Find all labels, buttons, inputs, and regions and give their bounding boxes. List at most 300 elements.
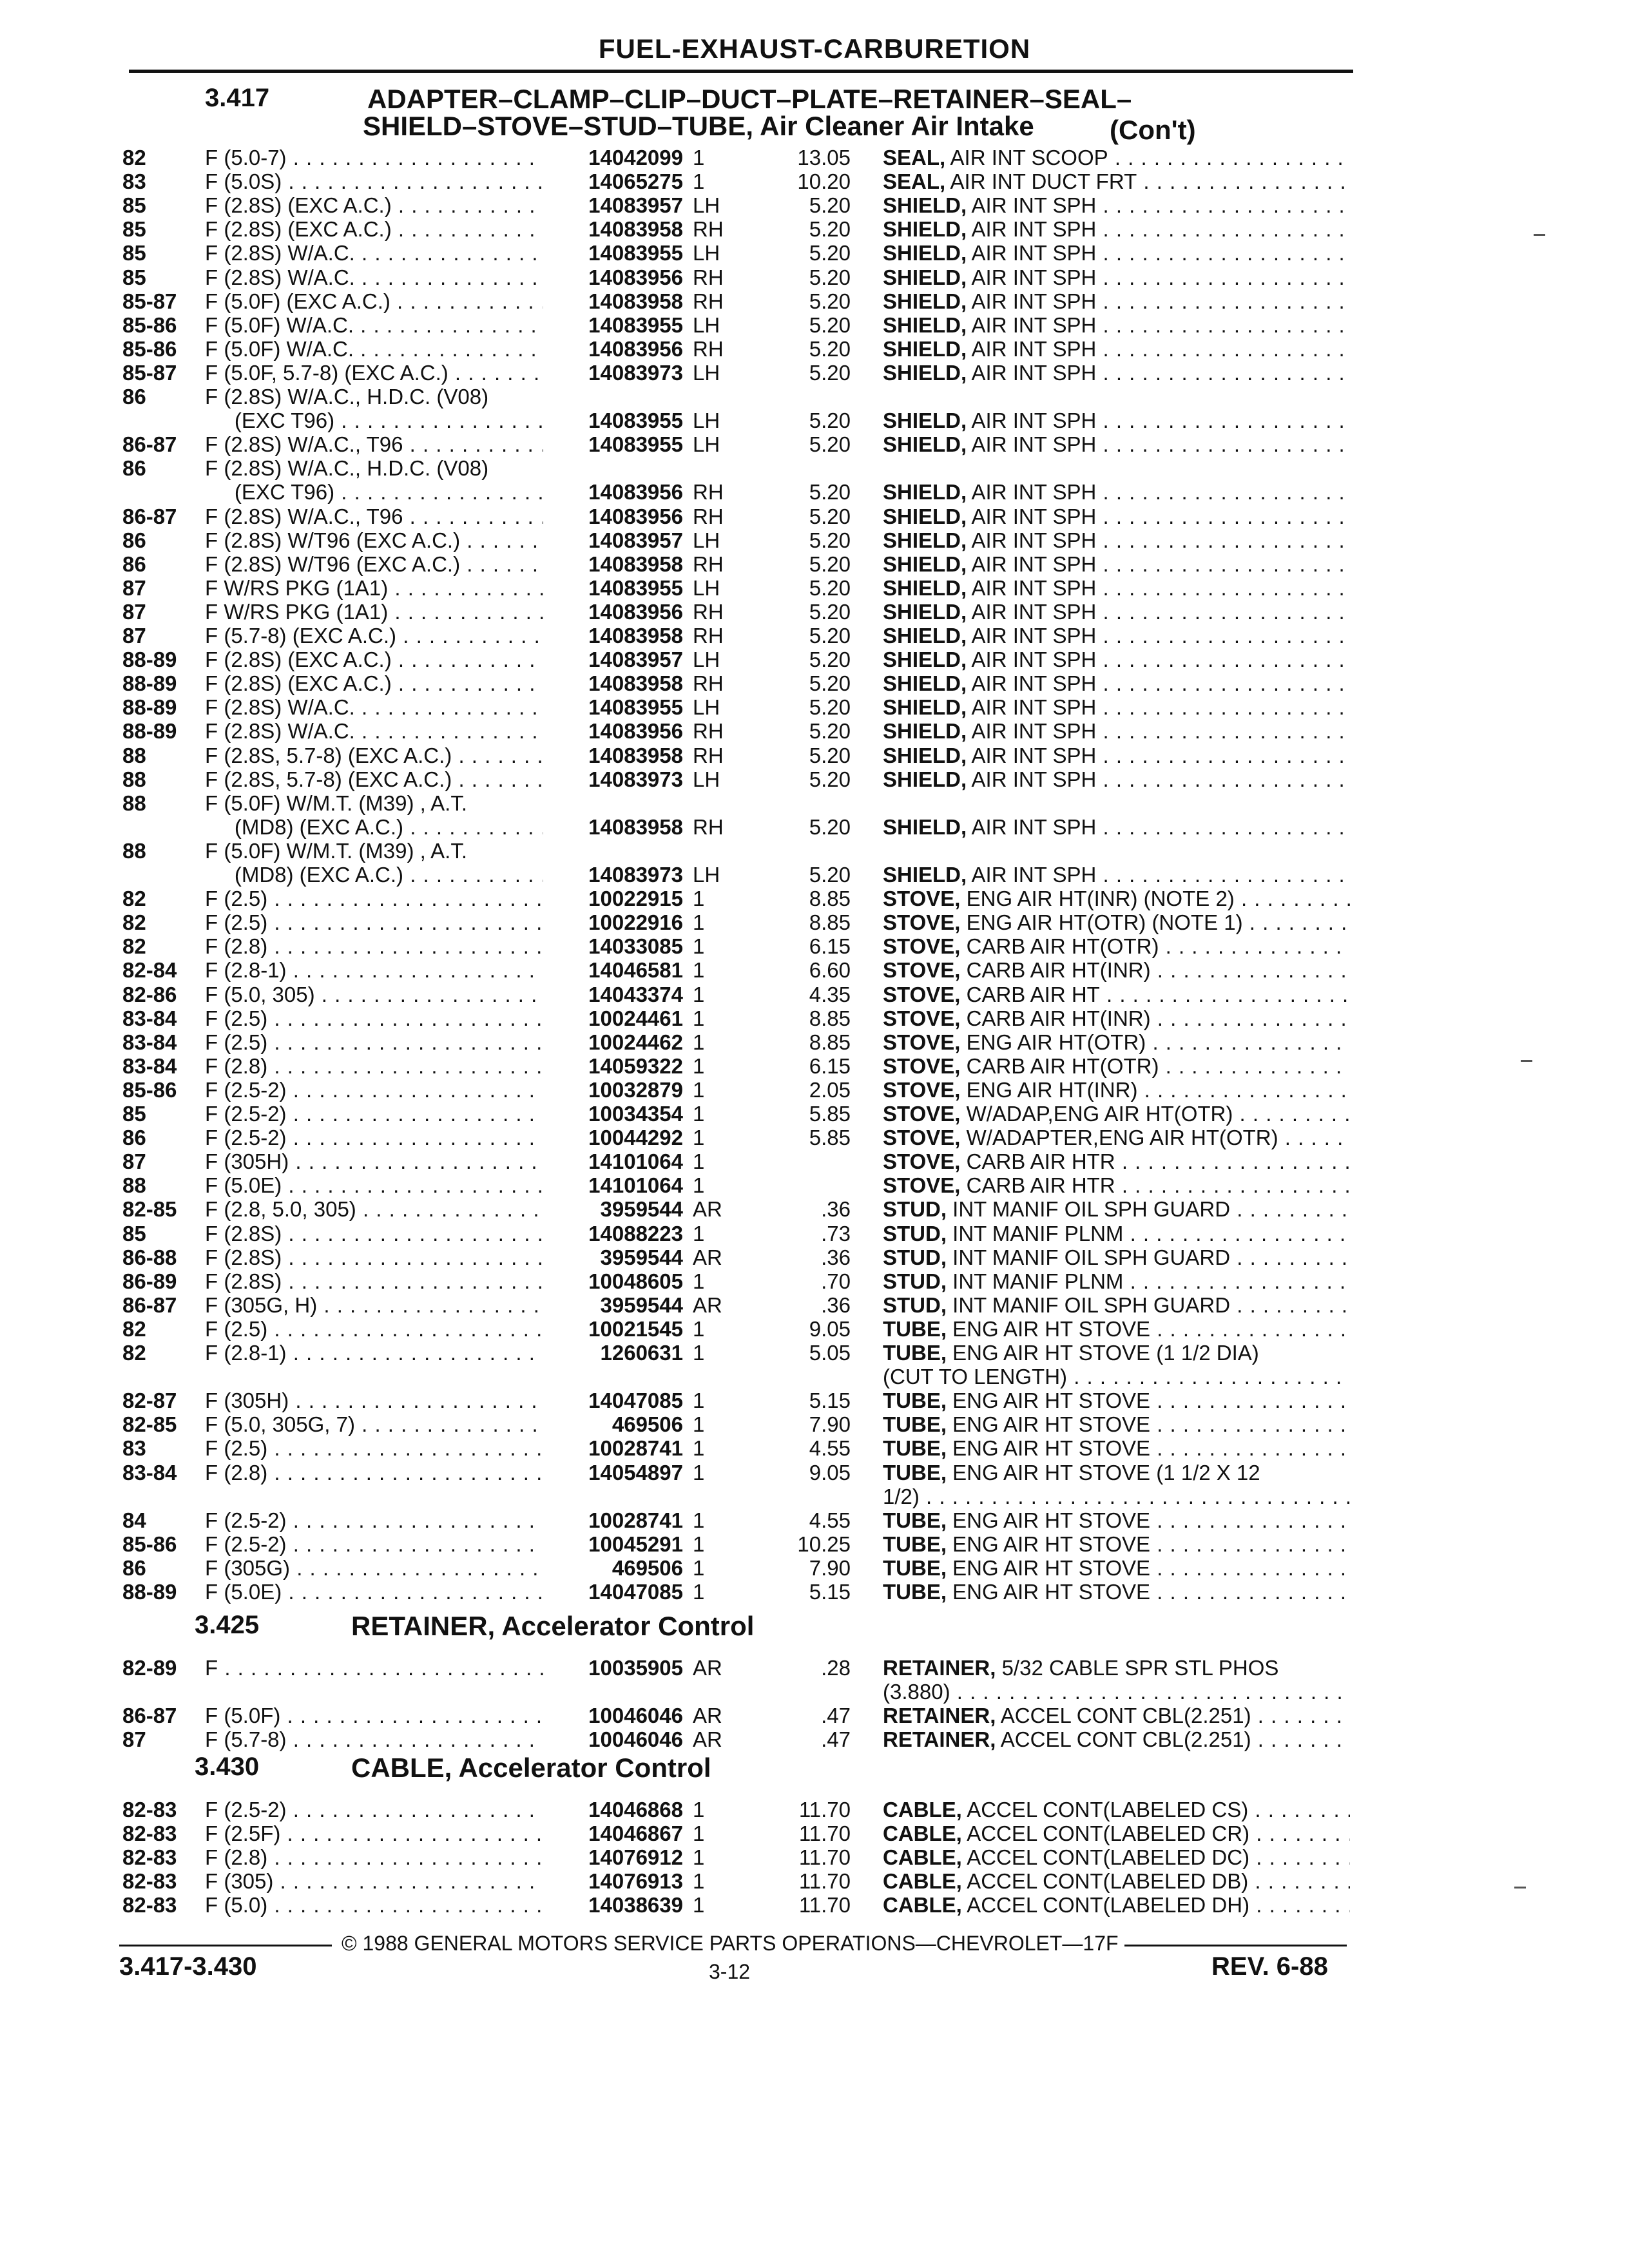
part-number-cell: 14083955: [588, 241, 683, 265]
quantity-cell: 1: [693, 1389, 705, 1413]
model-cell: F (5.0F) W/M.T. (M39) , A.T.: [205, 791, 468, 815]
quantity-cell: AR: [693, 1704, 722, 1727]
part-number-cell: 14033085: [588, 934, 683, 959]
quantity-cell: 1: [693, 1149, 705, 1174]
part-number-cell: 14083955: [588, 575, 683, 600]
table-row: [0, 1704, 1629, 1728]
part-number-cell: 1260631: [600, 1341, 683, 1365]
model-cell: F (2.5-2) . . .: [205, 1508, 543, 1533]
quantity-cell: 1: [693, 958, 705, 983]
page-number: 3-12: [709, 1960, 751, 1983]
quantity-cell: 1: [693, 982, 705, 1006]
year-cell: 86-89: [122, 1269, 177, 1293]
table-row: [0, 1149, 1629, 1174]
description-cell: [883, 1869, 1350, 1894]
year-cell: 86-87: [122, 432, 177, 457]
year-cell: 87: [122, 624, 146, 648]
description-cell: [883, 1293, 1350, 1318]
table-row: [0, 1680, 1629, 1704]
table-row: [0, 624, 1629, 648]
year-cell: 86: [122, 385, 146, 408]
description-cell: [883, 648, 1350, 672]
part-number-cell: 14083957: [588, 193, 683, 218]
description-text: ACCEL CONT(LABELED DB) . . .: [967, 1869, 1350, 1893]
year-cell: 86: [122, 1126, 146, 1150]
price-cell: 8.85: [809, 1006, 851, 1030]
quantity-cell: 1: [693, 1532, 705, 1556]
description-category: SHIELD,: [883, 289, 967, 313]
description-text: ENG AIR HT STOVE . . .: [952, 1389, 1350, 1412]
description-category: STOVE,: [883, 1173, 961, 1198]
model-cell: F . . .: [205, 1656, 543, 1680]
model-cell: F (5.7-8) . . .: [205, 1727, 543, 1752]
quantity-cell: 1: [693, 1412, 705, 1437]
description-category: TUBE,: [883, 1436, 947, 1461]
description-category: SHIELD,: [883, 241, 967, 265]
table-row: [0, 1727, 1629, 1752]
part-number-cell: 14083958: [588, 552, 683, 576]
table-row: [0, 1580, 1629, 1604]
model-cell: F (5.0, 305) . . .: [205, 983, 543, 1007]
table-row: [0, 1412, 1629, 1437]
model-cell: F (2.8S) W/A.C. . . .: [205, 241, 543, 265]
quantity-cell: RH: [693, 814, 724, 839]
table-row: [0, 576, 1629, 601]
price-cell: 4.55: [809, 1508, 851, 1532]
quantity-cell: RH: [693, 217, 724, 242]
model-cell: F (2.8S) W/T96 (EXC A.C.) . . .: [205, 552, 543, 577]
year-cell: 85-87: [122, 360, 177, 385]
part-number-cell: 14065275: [588, 169, 683, 194]
price-cell: 5.20: [809, 312, 851, 337]
year-cell: 85-87: [122, 289, 177, 313]
description-category: TUBE,: [883, 1389, 947, 1413]
model-cell: F (2.8S) . . .: [205, 1269, 543, 1294]
price-cell: 5.20: [809, 336, 851, 361]
model-cell: (EXC T96) . . .: [205, 408, 543, 433]
description-cell: [883, 1173, 1350, 1198]
description-cell: [883, 432, 1350, 457]
quantity-cell: 1: [693, 1126, 705, 1150]
part-number-cell: 14042099: [588, 146, 683, 169]
table-row: [0, 408, 1629, 433]
year-cell: 88-89: [122, 719, 177, 744]
price-cell: 5.20: [809, 193, 851, 218]
price-cell: .36: [821, 1245, 851, 1269]
price-cell: 5.20: [809, 863, 851, 887]
description-cell: [883, 1821, 1350, 1846]
description-text: CARB AIR HT(INR) . . .: [967, 958, 1350, 982]
description-text: AIR INT SPH . . .: [972, 241, 1350, 265]
price-cell: 5.20: [809, 408, 851, 433]
quantity-cell: 1: [693, 1077, 705, 1102]
quantity-cell: RH: [693, 289, 724, 313]
description-category: SHIELD,: [883, 552, 967, 576]
model-cell: F (2.8S) W/A.C. . . .: [205, 719, 543, 744]
quantity-cell: 1: [693, 1869, 705, 1893]
table-row: [0, 1821, 1629, 1846]
part-number-cell: 14083956: [588, 599, 683, 624]
description-cell: [883, 289, 1350, 314]
table-row: [0, 863, 1629, 887]
quantity-cell: 1: [693, 1221, 705, 1245]
year-cell: 82-83: [122, 1798, 177, 1821]
model-cell: F (2.8S) W/A.C., H.D.C. (V08): [205, 385, 489, 408]
quantity-cell: RH: [693, 719, 724, 744]
price-cell: 11.70: [798, 1798, 851, 1821]
description-category: TUBE,: [883, 1580, 947, 1604]
description-text: ENG AIR HT(INR) . . .: [967, 1078, 1350, 1102]
description-category: TUBE,: [883, 1316, 947, 1341]
part-number-cell: 14083955: [588, 695, 683, 720]
price-cell: 6.60: [809, 958, 851, 983]
description-category: SHIELD,: [883, 863, 967, 887]
price-cell: 5.20: [809, 360, 851, 385]
quantity-cell: AR: [693, 1245, 722, 1269]
description-category: STOVE,: [883, 910, 961, 935]
year-cell: 88-89: [122, 648, 177, 672]
description-cell: [883, 217, 1350, 242]
price-cell: 5.85: [809, 1126, 851, 1150]
description-cell: [883, 1222, 1350, 1246]
description-category: TUBE,: [883, 1532, 947, 1556]
section-title-430: CABLE, Accelerator Control: [351, 1753, 711, 1783]
description-category: SHIELD,: [883, 432, 967, 457]
price-cell: 11.70: [798, 1845, 851, 1869]
description-category: SHIELD,: [883, 767, 967, 791]
table-row: [0, 671, 1629, 696]
model-cell: F (305H) . . .: [205, 1149, 543, 1174]
description-cell: [883, 1365, 1350, 1389]
part-number-cell: 3959544: [600, 1197, 683, 1222]
model-cell: F (5.0F) W/A.C. . . .: [205, 313, 543, 338]
table-row: [0, 887, 1629, 911]
price-cell: .28: [821, 1656, 851, 1680]
description-text: AIR INT DUCT FRT . . .: [950, 169, 1350, 193]
description-cell: [883, 1245, 1350, 1270]
description-text: CARB AIR HTR . . .: [967, 1149, 1350, 1173]
table-row: [0, 505, 1629, 529]
table-row: [0, 480, 1629, 505]
table-row: [0, 146, 1629, 170]
price-cell: 5.15: [809, 1580, 851, 1604]
model-cell: F (2.8S) W/A.C., H.D.C. (V08): [205, 456, 489, 481]
table-row: [0, 241, 1629, 265]
table-row: [0, 815, 1629, 840]
part-number-cell: 14101064: [588, 1149, 683, 1174]
description-cell: [883, 1102, 1350, 1126]
model-cell: F (305G, H) . . .: [205, 1293, 543, 1318]
part-number-cell: 14083955: [588, 312, 683, 337]
description-cell: [883, 671, 1350, 696]
table-row: [0, 1436, 1629, 1461]
description-text: ENG AIR HT STOVE . . .: [952, 1317, 1350, 1341]
page-title: FUEL-EXHAUST-CARBURETION: [598, 34, 1031, 64]
part-number-cell: 3959544: [600, 1245, 683, 1269]
price-cell: .36: [821, 1197, 851, 1222]
description-cell: [883, 815, 1350, 840]
description-category: SHIELD,: [883, 336, 967, 361]
model-cell: F (305H) . . .: [205, 1389, 543, 1413]
description-cell: [883, 528, 1350, 553]
description-text: INT MANIF OIL SPH GUARD . . .: [952, 1245, 1350, 1269]
description-cell: [883, 1197, 1350, 1222]
price-cell: 5.20: [809, 217, 851, 242]
table-row: [0, 1102, 1629, 1126]
table-row: [0, 695, 1629, 720]
description-cell: [883, 767, 1350, 792]
model-cell: F (5.0S) . . .: [205, 169, 543, 194]
table-row: [0, 1006, 1629, 1031]
description-text: AIR INT SCOOP . . .: [950, 146, 1350, 169]
price-cell: 5.20: [809, 265, 851, 289]
year-cell: 82-84: [122, 958, 177, 983]
part-number-cell: 14083957: [588, 528, 683, 552]
description-category: SHIELD,: [883, 743, 967, 767]
price-cell: .73: [821, 1221, 851, 1245]
description-category: STOVE,: [883, 1077, 961, 1102]
model-cell: F (5.0F) W/A.C. . . .: [205, 337, 543, 361]
year-cell: 83-84: [122, 1053, 177, 1078]
description-category: SHIELD,: [883, 695, 967, 720]
description-text: AIR INT SPH . . .: [972, 648, 1350, 671]
description-cell: [883, 169, 1350, 194]
table-row: [0, 337, 1629, 361]
model-cell: F (2.8) . . .: [205, 934, 543, 959]
price-cell: 11.70: [798, 1893, 851, 1917]
year-cell: 82-83: [122, 1845, 177, 1869]
table-row: [0, 1341, 1629, 1365]
description-text: AIR INT SPH . . .: [972, 505, 1350, 528]
year-cell: 88-89: [122, 671, 177, 696]
footer-rule-left: [119, 1945, 332, 1946]
price-cell: 11.70: [798, 1821, 851, 1845]
model-cell: F (2.8S) (EXC A.C.) . . .: [205, 217, 543, 242]
part-number-cell: 14083973: [588, 360, 683, 385]
quantity-cell: AR: [693, 1293, 722, 1317]
description-category: STOVE,: [883, 1030, 961, 1054]
description-category: SHIELD,: [883, 312, 967, 337]
price-cell: 4.55: [809, 1436, 851, 1461]
year-cell: 84: [122, 1508, 146, 1532]
quantity-cell: RH: [693, 671, 724, 696]
price-cell: 5.20: [809, 432, 851, 457]
price-cell: 8.85: [809, 887, 851, 911]
part-number-cell: 14083955: [588, 408, 683, 433]
quantity-cell: RH: [693, 743, 724, 767]
description-cell: [883, 576, 1350, 601]
year-cell: 88: [122, 1173, 146, 1198]
quantity-cell: 1: [693, 146, 705, 169]
part-number-cell: 10035905: [588, 1656, 683, 1680]
quantity-cell: LH: [693, 695, 720, 720]
revision-label: REV. 6-88: [1211, 1952, 1328, 1981]
description-cell: [883, 1727, 1350, 1752]
price-cell: 10.25: [797, 1532, 851, 1556]
table-row: [0, 719, 1629, 744]
price-cell: 5.20: [809, 624, 851, 648]
description-category: TUBE,: [883, 1508, 947, 1532]
description-cell: [883, 1556, 1350, 1581]
description-text: ENG AIR HT STOVE . . .: [952, 1412, 1350, 1436]
quantity-cell: 1: [693, 1580, 705, 1604]
price-cell: 5.20: [809, 814, 851, 839]
quantity-cell: LH: [693, 193, 720, 218]
description-cell: [883, 1412, 1350, 1437]
model-cell: F (2.8-1) . . .: [205, 1341, 543, 1365]
part-number-cell: 10022916: [588, 910, 683, 935]
price-cell: 13.05: [797, 146, 851, 169]
model-cell: F (2.8S) W/A.C., T96 . . .: [205, 432, 543, 457]
table-row: [0, 744, 1629, 768]
price-cell: 5.20: [809, 528, 851, 552]
part-number-cell: 14046581: [588, 958, 683, 983]
price-cell: .47: [821, 1727, 851, 1751]
quantity-cell: LH: [693, 408, 720, 433]
table-row: [0, 1365, 1629, 1389]
part-number-cell: 14054897: [588, 1460, 683, 1485]
table-row: [0, 910, 1629, 935]
year-cell: 88-89: [122, 1580, 177, 1604]
description-category: SHIELD,: [883, 814, 967, 839]
description-cell: [883, 1461, 1350, 1485]
quantity-cell: RH: [693, 265, 724, 289]
description-text: AIR INT SPH . . .: [972, 600, 1350, 624]
part-number-cell: 14059322: [588, 1053, 683, 1078]
description-text: AIR INT SPH . . .: [972, 361, 1350, 385]
model-cell: F (2.8) . . .: [205, 1461, 543, 1485]
description-category: SHIELD,: [883, 599, 967, 624]
year-cell: 88: [122, 791, 146, 815]
model-cell: F (2.5) . . .: [205, 887, 543, 911]
model-cell: F (2.5) . . .: [205, 1436, 543, 1461]
year-cell: 85: [122, 265, 146, 289]
price-cell: 5.20: [809, 767, 851, 791]
quantity-cell: AR: [693, 1727, 722, 1751]
description-text: ACCEL CONT(LABELED CS) . . .: [967, 1798, 1350, 1821]
part-number-cell: 14083958: [588, 217, 683, 242]
section-cont-label: (Con't): [1110, 115, 1196, 145]
quantity-cell: 1: [693, 1508, 705, 1532]
description-text: AIR INT SPH . . .: [972, 576, 1350, 600]
description-category: SHIELD,: [883, 671, 967, 696]
footer-rule-right: [1124, 1945, 1347, 1946]
model-cell: (MD8) (EXC A.C.) . . .: [205, 815, 543, 840]
part-number-cell: 14083956: [588, 336, 683, 361]
description-cell: [883, 1269, 1350, 1294]
part-number-cell: 14046867: [588, 1821, 683, 1845]
table-row: [0, 958, 1629, 983]
description-category: CABLE,: [883, 1798, 962, 1821]
year-cell: 85-86: [122, 336, 177, 361]
quantity-cell: RH: [693, 552, 724, 576]
price-cell: 5.85: [809, 1102, 851, 1126]
price-cell: 6.15: [809, 934, 851, 959]
description-cell: [883, 1126, 1350, 1150]
year-cell: 87: [122, 575, 146, 600]
part-number-cell: 14043374: [588, 982, 683, 1006]
table-row: [0, 313, 1629, 338]
description-category: SHIELD,: [883, 408, 967, 433]
year-cell: 82: [122, 934, 146, 959]
model-cell: F (2.8S) W/A.C. . . .: [205, 695, 543, 720]
margin-mark: [1514, 1887, 1526, 1888]
year-cell: 82-83: [122, 1893, 177, 1917]
section-title-425: RETAINER, Accelerator Control: [351, 1611, 755, 1641]
year-cell: 83-84: [122, 1460, 177, 1485]
quantity-cell: 1: [693, 1893, 705, 1917]
model-cell: F (2.5F) . . .: [205, 1821, 543, 1846]
description-cell: [883, 552, 1350, 577]
year-cell: 82: [122, 146, 146, 169]
description-text: AIR INT SPH . . .: [972, 624, 1350, 648]
model-cell: F (5.0E) . . .: [205, 1173, 543, 1198]
price-cell: 4.35: [809, 982, 851, 1006]
description-text: ENG AIR HT STOVE . . .: [952, 1556, 1350, 1580]
model-cell: F (2.8S) (EXC A.C.) . . .: [205, 671, 543, 696]
part-number-cell: 14083958: [588, 624, 683, 648]
price-cell: 11.70: [798, 1869, 851, 1893]
quantity-cell: RH: [693, 599, 724, 624]
description-cell: [883, 505, 1350, 529]
description-cell: [883, 958, 1350, 983]
model-cell: F (305G) . . .: [205, 1556, 543, 1581]
table-row: [0, 791, 1629, 816]
price-cell: 6.15: [809, 1053, 851, 1078]
description-cell: [883, 1030, 1350, 1055]
description-text: ENG AIR HT STOVE . . .: [952, 1580, 1350, 1604]
description-cell: [883, 1389, 1350, 1413]
description-text: AIR INT SPH . . .: [972, 671, 1350, 695]
price-cell: 5.20: [809, 504, 851, 528]
price-cell: .70: [821, 1269, 851, 1293]
description-category: SHIELD,: [883, 480, 967, 505]
model-cell: F (5.0) . . .: [205, 1893, 543, 1917]
description-text: ENG AIR HT STOVE (1 1/2 X 12: [952, 1460, 1260, 1485]
description-text: AIR INT SPH . . .: [972, 313, 1350, 337]
description-text: (CUT TO LENGTH) . . .: [883, 1365, 1350, 1389]
model-cell: F (5.7-8) (EXC A.C.) . . .: [205, 624, 543, 648]
price-cell: 5.20: [809, 743, 851, 767]
quantity-cell: LH: [693, 767, 720, 791]
description-category: CABLE,: [883, 1893, 962, 1917]
description-text: ENG AIR HT STOVE . . .: [952, 1436, 1350, 1460]
description-category: STUD,: [883, 1221, 947, 1245]
description-text: AIR INT SPH . . .: [972, 767, 1350, 791]
description-category: TUBE,: [883, 1460, 947, 1485]
description-text: AIR INT SPH . . .: [972, 217, 1350, 241]
description-text: AIR INT SPH . . .: [972, 815, 1350, 839]
description-category: STOVE,: [883, 1126, 961, 1150]
model-cell: F (2.5-2) . . .: [205, 1102, 543, 1126]
part-number-cell: 14083956: [588, 265, 683, 289]
table-row: [0, 361, 1629, 385]
model-cell: F (2.8, 5.0, 305) . . .: [205, 1197, 543, 1222]
quantity-cell: LH: [693, 575, 720, 600]
part-number-cell: 10021545: [588, 1316, 683, 1341]
model-cell: F (2.8S, 5.7-8) (EXC A.C.) . . .: [205, 767, 543, 792]
model-cell: F (2.8S) W/T96 (EXC A.C.) . . .: [205, 528, 543, 553]
year-cell: 86: [122, 456, 146, 481]
table-row: [0, 1869, 1629, 1894]
year-cell: 83: [122, 1436, 146, 1461]
description-cell: [883, 1656, 1350, 1680]
model-cell: F (5.0F, 5.7-8) (EXC A.C.) . . .: [205, 361, 543, 385]
description-category: SHIELD,: [883, 217, 967, 242]
table-row: [0, 1293, 1629, 1318]
margin-mark: [1521, 1060, 1532, 1062]
quantity-cell: 1: [693, 1269, 705, 1293]
